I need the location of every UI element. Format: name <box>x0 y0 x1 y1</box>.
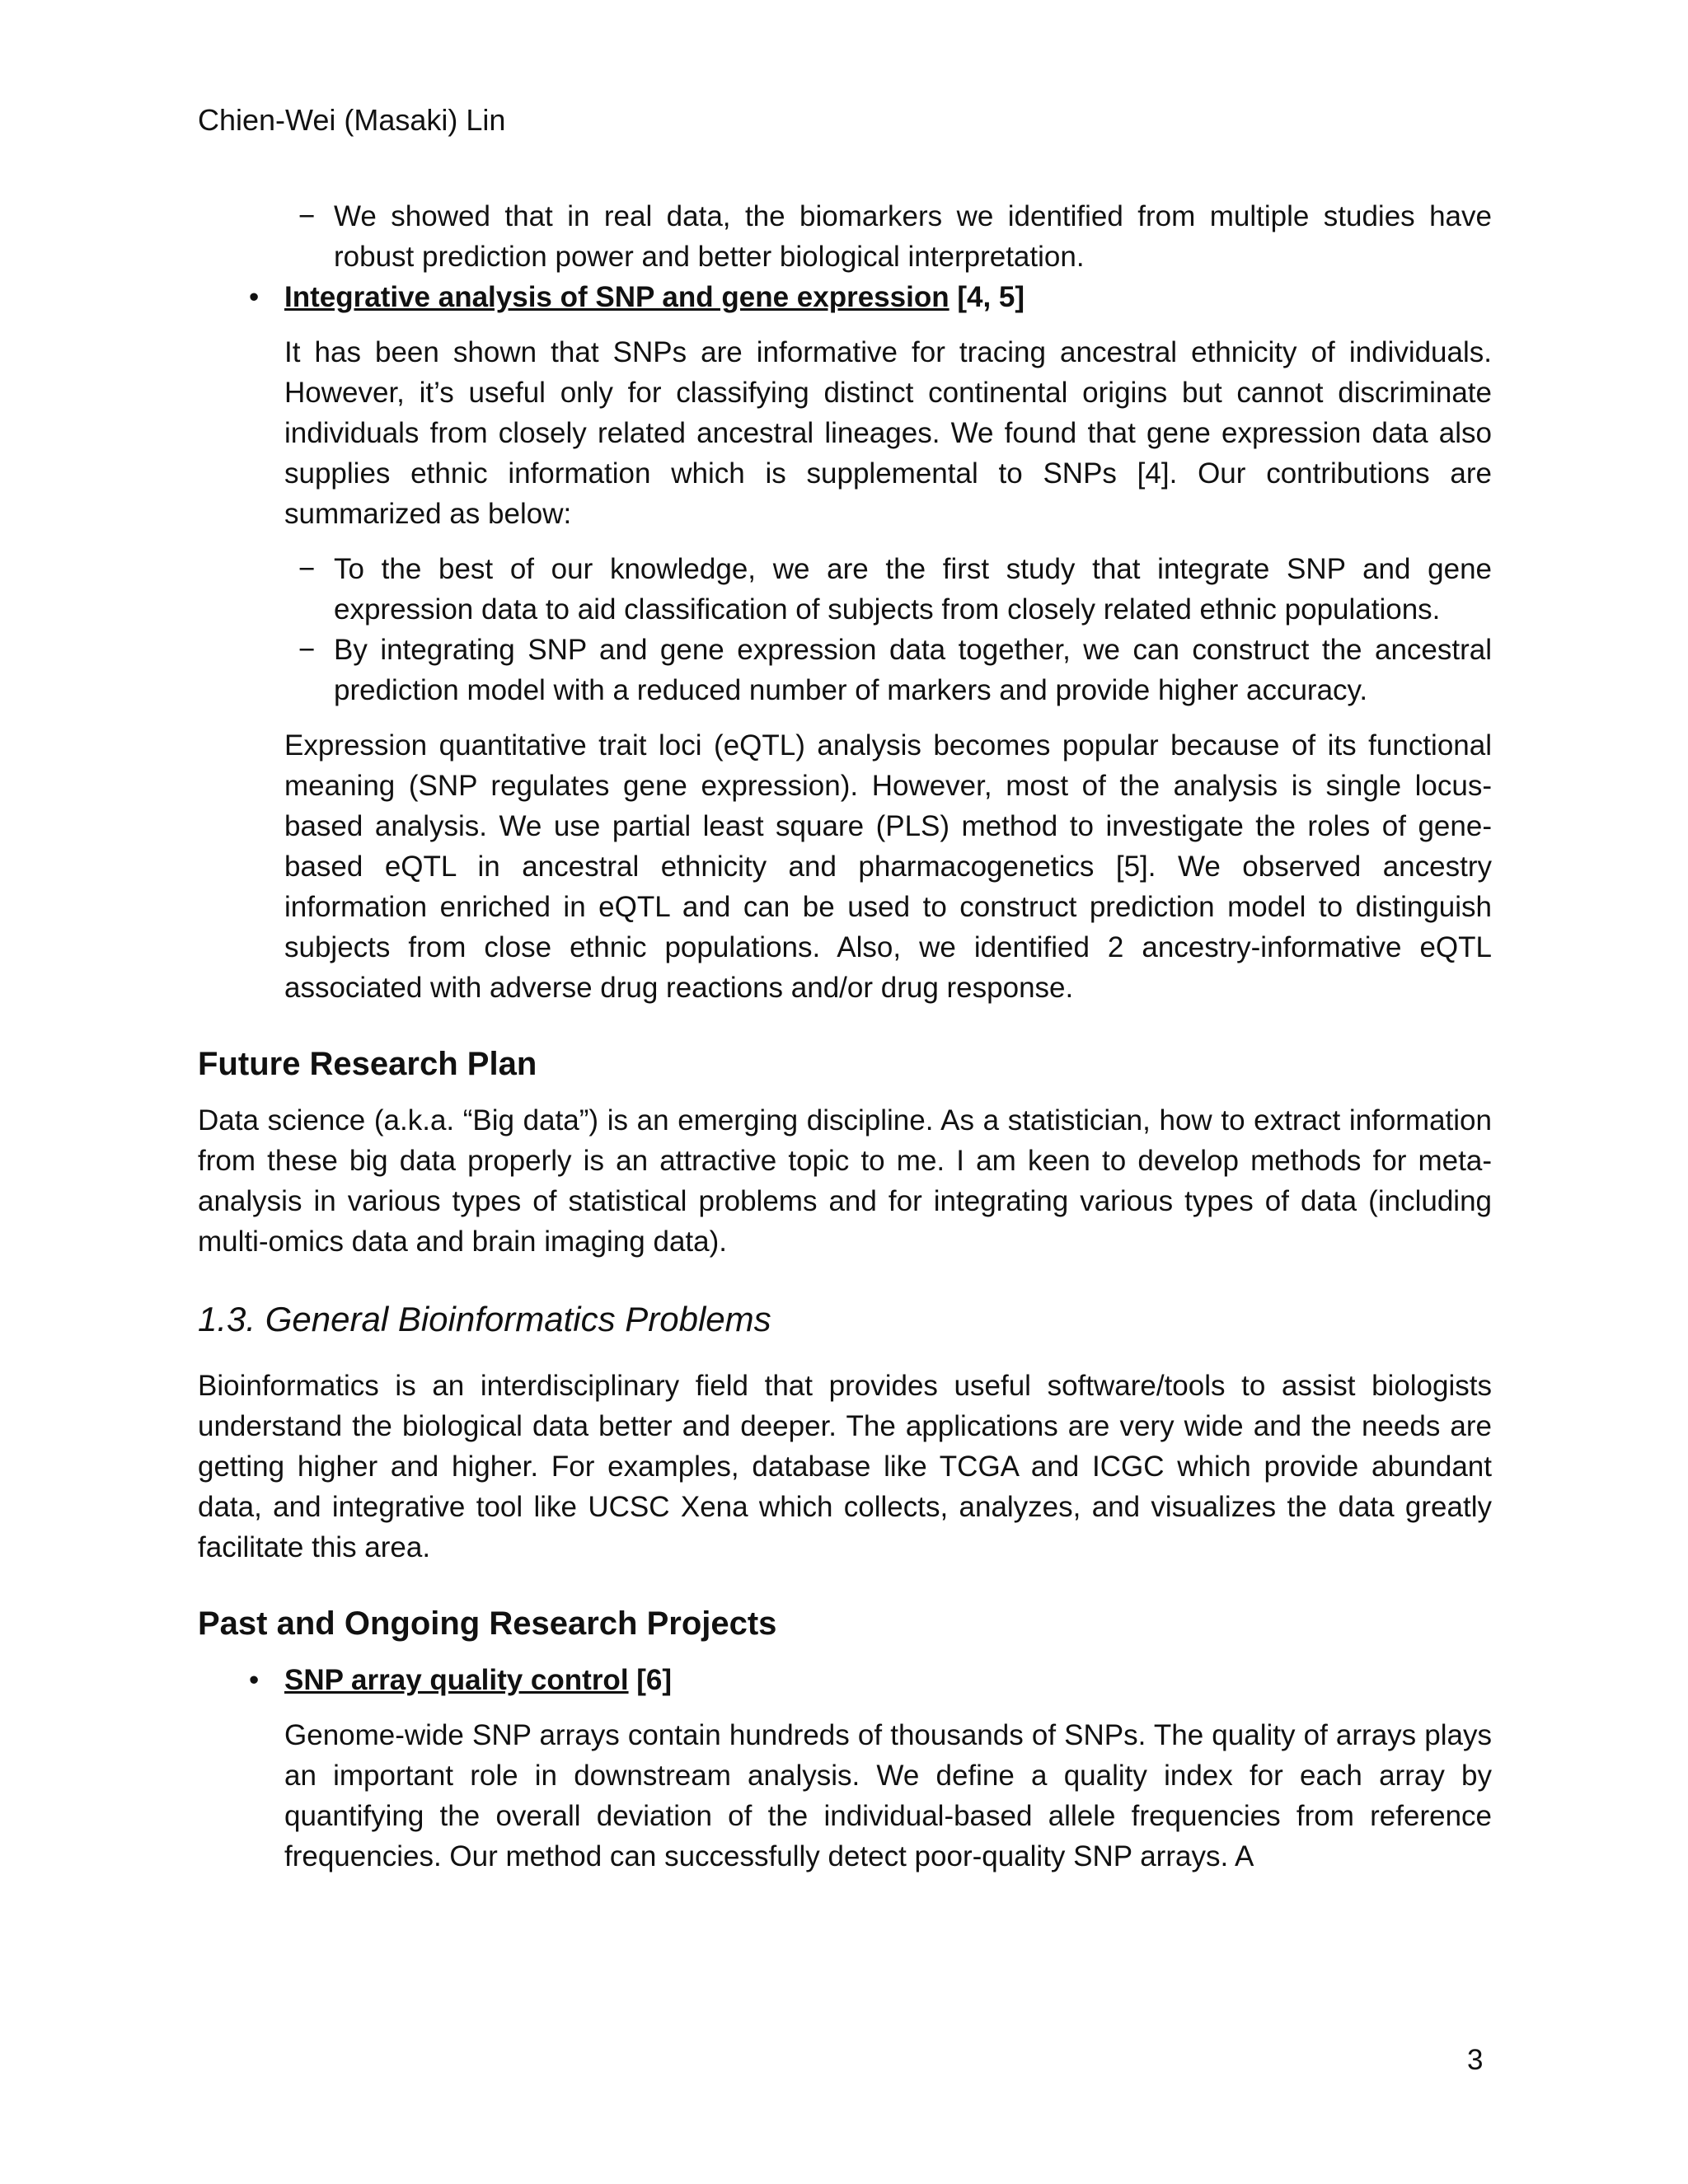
dash-item-first-study <box>198 549 1492 630</box>
bullet-item-snp-qc <box>198 1660 1492 1700</box>
paragraph-future-plan: Data science (a.k.a. “Big data”) is an emerging discipline. As a statistician, how to extract information from these big data properly is an attractive topic to me. I am keen to develop methods for meta-analysis in various types of statistical problems and for integrating various types of data (including multi-omics data and brain imaging data). <box>198 1104 1492 1258</box>
dash-item-integrating <box>198 630 1492 710</box>
bullet-marker: • <box>249 281 260 313</box>
dash-item-text: By integrating SNP and gene expression data together, we can construct the ancestral prediction model with a reduced number of markers and provide higher accuracy. <box>334 634 1492 706</box>
dash-item-text: To the best of our knowledge, we are the first study that integrate SNP and gene expression data to aid classification of subjects from closely related ethnic populations. <box>334 553 1492 626</box>
paragraph-snp-ethnicity: It has been shown that SNPs are informative for tracing ancestral ethnicity of individuals. However, it’s useful only for classifying distinct continental origins but cannot discriminate individuals from closely related ancestral lineages. We found that gene expression data also supplies ethnic information which is supplemental to SNPs [4]. Our contributions are summarized as below: <box>284 336 1492 530</box>
dash-marker: − <box>298 553 316 585</box>
bullet-item-integrative-analysis <box>198 277 1492 317</box>
bullet-reference: [4, 5] <box>957 281 1025 313</box>
page-body <box>198 196 1492 1877</box>
bullet-title: SNP array quality control <box>284 1664 629 1696</box>
dash-marker: − <box>298 200 316 232</box>
paragraph-eqtl: Expression quantitative trait loci (eQTL) analysis becomes popular because of its functional meaning (SNP regulates gene expression). However, most of the analysis is single locus-based analysis. We use partial least square (PLS) method to investigate the roles of gene-based eQTL in ancestral ethnicity and pharmacogenetics [5]. We observed ancestry information enriched in eQTL and can be used to construct prediction model to distinguish subjects from close ethnic populations. Also, we identified 2 ancestry-informative eQTL associated with adverse drug reactions and/or drug response. <box>284 729 1492 1004</box>
dash-item-text: We showed that in real data, the biomarkers we identified from multiple studies have robust prediction power and better biological interpretation. <box>334 200 1492 273</box>
heading-future-research-plan: Future Research Plan <box>198 1046 537 1082</box>
dash-marker: − <box>298 634 316 666</box>
heading-past-ongoing-projects: Past and Ongoing Research Projects <box>198 1605 777 1642</box>
bullet-marker: • <box>249 1664 260 1696</box>
bullet-title: Integrative analysis of SNP and gene expression <box>284 281 950 313</box>
running-header-author: Chien-Wei (Masaki) Lin <box>198 103 506 137</box>
bullet-reference: [6] <box>636 1664 673 1696</box>
paragraph-snp-arrays: Genome-wide SNP arrays contain hundreds of thousands of SNPs. The quality of arrays plays an important role in downstream analysis. We define a quality index for each array by quantifying the overall deviation of the individual-based allele frequencies from reference frequencies. Our method can successfully detect poor-quality SNP arrays. A <box>284 1719 1492 1872</box>
dash-item-real-data <box>198 196 1492 277</box>
page-number: 3 <box>1467 2044 1484 2076</box>
section-title-bioinformatics: 1.3. General Bioinformatics Problems <box>198 1300 771 1338</box>
paragraph-bioinformatics: Bioinformatics is an interdisciplinary field that provides useful software/tools to assist biologists understand the biological data better and deeper. The applications are very wide and the needs are getting higher and higher. For examples, database like TCGA and ICGC which provide abundant data, and integrative tool like UCSC Xena which collects, analyzes, and visualizes the data greatly facilitate this area. <box>198 1370 1492 1563</box>
